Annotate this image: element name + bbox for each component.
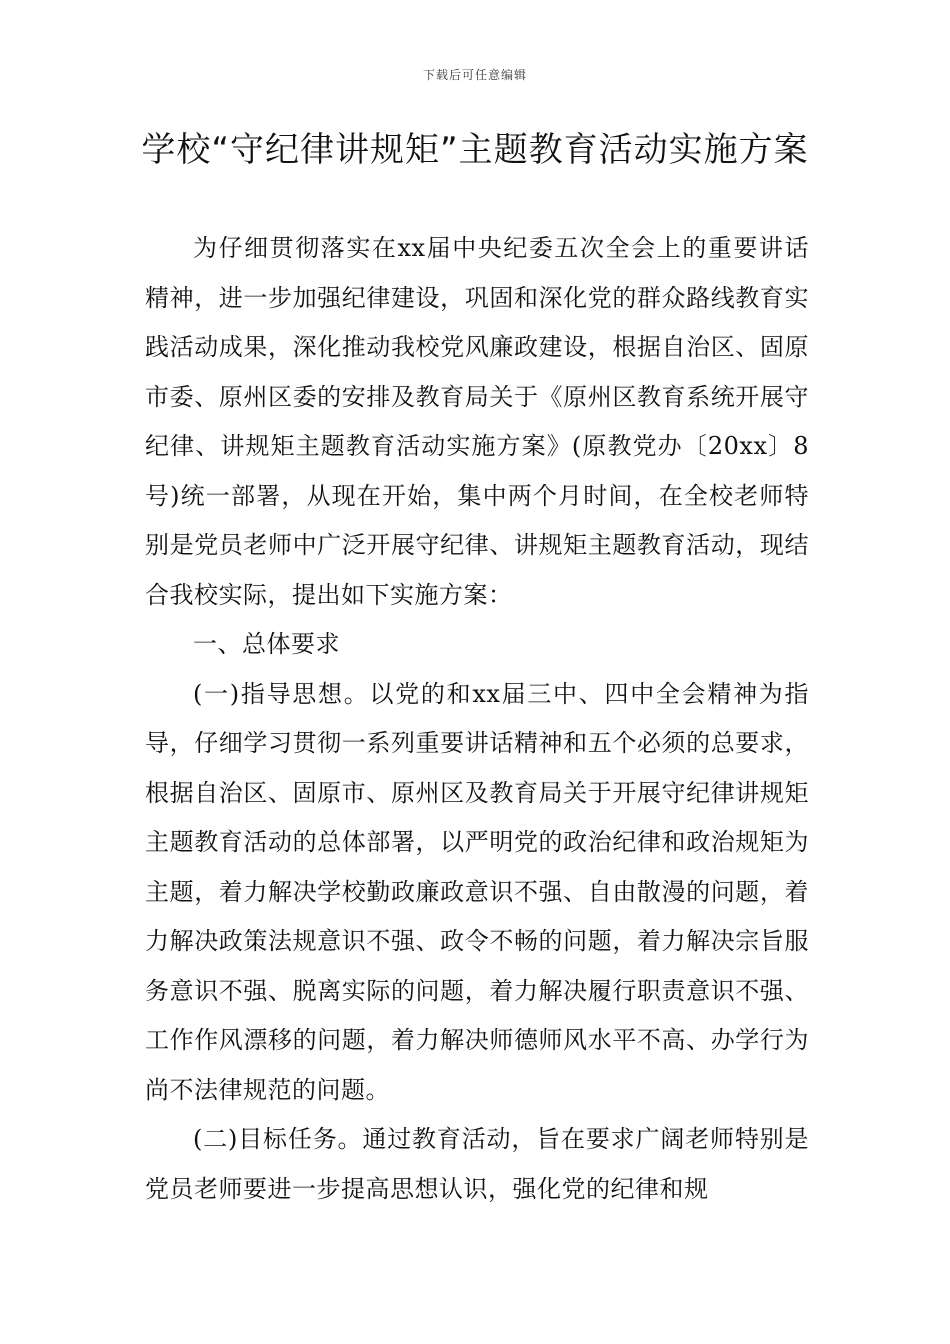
paragraph-guiding-ideology: (一)指导思想。以党的和xx届三中、四中全会精神为指导，仔细学习贯彻一系列重要讲话精神和五个必须的总要求，根据自治区、固原市、原州区及教育局关于开展守纪律讲规矩主题教育活动的总体部署，以严明党的政治纪律和政治规矩为主题，着力解决学校勤政廉政意识不强、自由散漫的问题，着力解决政策法规意识不强、政令不畅的问题，着力解决宗旨服务意识不强、脱离实际的问题，着力解决履行职责意识不强、工作作风漂移的问题，着力解决师德师风水平不高、办学行为尚不法律规范的问题。 — [145, 679, 809, 1104]
document-title: 学校“守纪律讲规矩”主题教育活动实施方案 — [141, 130, 809, 170]
header-note: 下载后可任意编辑 — [422, 68, 527, 82]
paragraph-goals-tasks: (二)目标任务。通过教育活动，旨在要求广阔老师特别是党员老师要进一步提高思想认识，强化党的纪律和规 — [145, 1125, 809, 1203]
paragraph-intro: 为仔细贯彻落实在xx届中央纪委五次全会上的重要讲话精神，进一步加强纪律建设，巩固和深化党的群众路线教育实践活动成果，深化推动我校党风廉政建设，根据自治区、固原市委、原州区委的安排及教育局关于《原州区教育系统开展守纪律、讲规矩主题教育活动实施方案》(原教党办〔20xx〕8号)统一部署，从现在开始，集中两个月时间，在全校老师特别是党员老师中广泛开展守纪律、讲规矩主题教育活动，现结合我校实际，提出如下实施方案： — [145, 234, 809, 609]
document-body — [145, 224, 809, 1214]
section-heading-general-requirements: 一、总体要求 — [193, 630, 340, 658]
